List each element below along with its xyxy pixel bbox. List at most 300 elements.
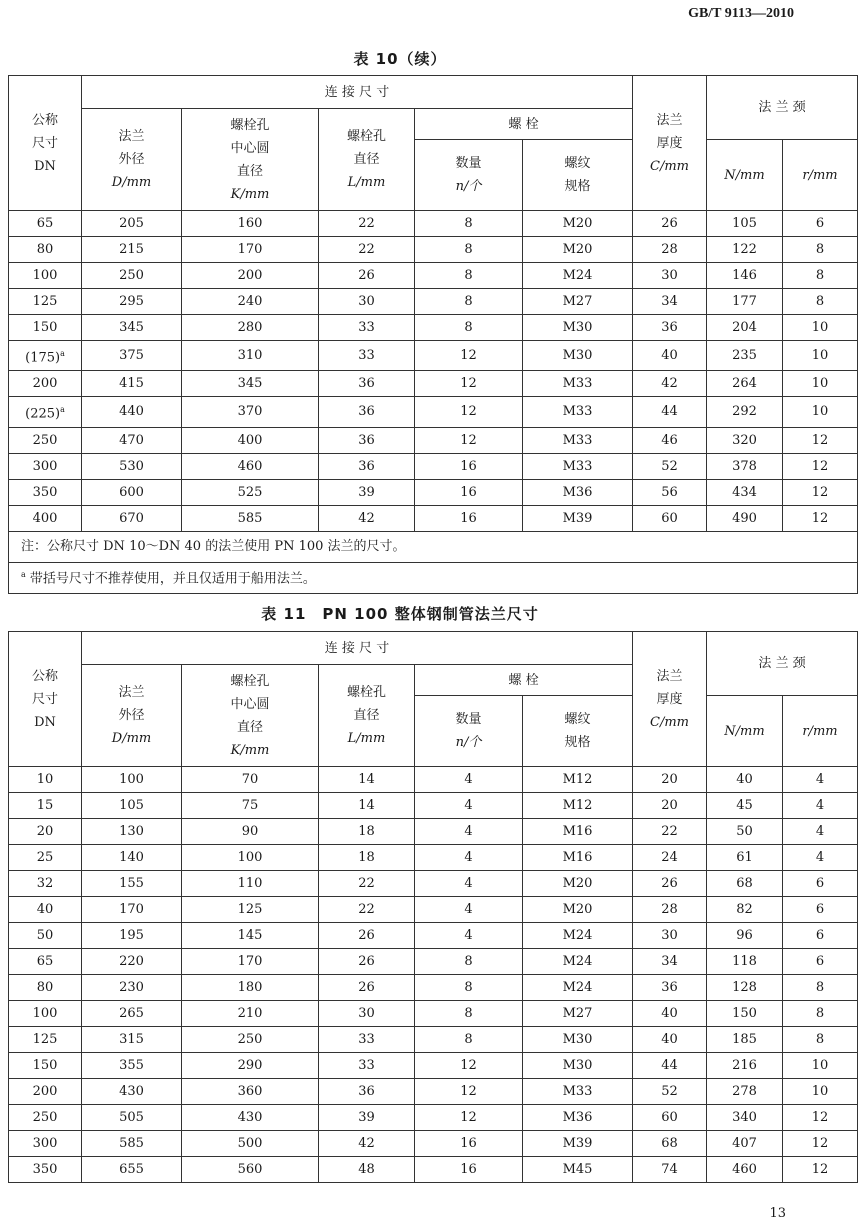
cell-bolt-hole: 36 — [319, 371, 415, 397]
table-row — [9, 1105, 858, 1131]
cell-bolt-hole: 26 — [319, 923, 415, 949]
cell-bolt-count: 16 — [415, 479, 523, 505]
cell-neck-r: 8 — [783, 1001, 858, 1027]
cell-thickness: 60 — [633, 1105, 707, 1131]
cell-dn — [9, 289, 82, 315]
cell-bolt-count: 12 — [415, 1079, 523, 1105]
table-row — [9, 1131, 858, 1157]
cell-neck-r: 6 — [783, 211, 858, 237]
cell-bolt-count: 12 — [415, 397, 523, 427]
cell-neck-N: 434 — [707, 479, 783, 505]
cell-bolt-count: 4 — [415, 897, 523, 923]
cell-neck-r: 4 — [783, 767, 858, 793]
cell-thickness: 36 — [633, 315, 707, 341]
cell-thread-spec: M39 — [523, 1131, 633, 1157]
cell-bolt-circle: 160 — [182, 211, 319, 237]
cell-neck-N: 146 — [707, 263, 783, 289]
cell-bolt-circle: 400 — [182, 427, 319, 453]
cell-bolt-circle: 460 — [182, 453, 319, 479]
header-bolt-circle: 螺栓孔 中心圆 直径 K/mm — [182, 665, 319, 767]
cell-dn — [9, 341, 82, 371]
cell-neck-N: 122 — [707, 237, 783, 263]
cell-outer-diameter: 100 — [82, 767, 182, 793]
cell-thread-spec: M39 — [523, 505, 633, 531]
table11-caption: 表 11 PN 100 整体钢制管法兰尺寸 — [261, 605, 539, 623]
cell-thread-spec: M45 — [523, 1157, 633, 1183]
cell-bolt-count: 8 — [415, 1001, 523, 1027]
cell-bolt-count: 12 — [415, 1053, 523, 1079]
header-bolt-count: 数量 n/个 — [415, 140, 523, 211]
cell-thickness: 56 — [633, 479, 707, 505]
cell-neck-N: 264 — [707, 371, 783, 397]
cell-neck-N: 128 — [707, 975, 783, 1001]
cell-bolt-count: 4 — [415, 871, 523, 897]
header-thread-spec: 螺纹 规格 — [523, 696, 633, 767]
cell-neck-r: 4 — [783, 819, 858, 845]
standard-number: GB/T 9113—2010 — [688, 6, 794, 21]
cell-thread-spec: M33 — [523, 1079, 633, 1105]
dn-value: 125 — [32, 294, 58, 309]
cell-bolt-count: 4 — [415, 923, 523, 949]
cell-thickness: 44 — [633, 397, 707, 427]
cell-neck-r: 6 — [783, 897, 858, 923]
cell-bolt-count: 12 — [415, 1105, 523, 1131]
cell-neck-r: 8 — [783, 263, 858, 289]
cell-bolt-hole: 33 — [319, 1053, 415, 1079]
cell-dn — [9, 263, 82, 289]
cell-bolt-circle: 250 — [182, 1027, 319, 1053]
cell-thickness: 52 — [633, 453, 707, 479]
table10-caption: 表 10（续） — [353, 50, 447, 68]
cell-thread-spec: M24 — [523, 923, 633, 949]
table-row — [9, 211, 858, 237]
cell-bolt-count: 16 — [415, 505, 523, 531]
header-neck: 法 兰 颈 — [707, 76, 858, 140]
table-row — [9, 845, 858, 871]
cell-thread-spec: M20 — [523, 871, 633, 897]
table-row — [9, 793, 858, 819]
cell-neck-N: 235 — [707, 341, 783, 371]
cell-neck-N: 118 — [707, 949, 783, 975]
table-row — [9, 1053, 858, 1079]
header-flange-thickness: 法兰 厚度 C/mm — [633, 632, 707, 767]
cell-dn — [9, 767, 82, 793]
cell-bolt-circle: 430 — [182, 1105, 319, 1131]
cell-neck-r: 8 — [783, 1027, 858, 1053]
cell-bolt-hole: 33 — [319, 315, 415, 341]
cell-thread-spec: M16 — [523, 845, 633, 871]
cell-bolt-hole: 48 — [319, 1157, 415, 1183]
cell-neck-N: 278 — [707, 1079, 783, 1105]
cell-neck-N: 61 — [707, 845, 783, 871]
header-bolt-hole: 螺栓孔 直径 L/mm — [319, 665, 415, 767]
cell-thickness: 36 — [633, 975, 707, 1001]
cell-outer-diameter: 230 — [82, 975, 182, 1001]
cell-bolt-hole: 22 — [319, 237, 415, 263]
cell-thickness: 42 — [633, 371, 707, 397]
cell-neck-r: 10 — [783, 1053, 858, 1079]
cell-outer-diameter: 250 — [82, 263, 182, 289]
cell-neck-N: 378 — [707, 453, 783, 479]
cell-dn — [9, 237, 82, 263]
header-bolt-hole: 螺栓孔 直径 L/mm — [319, 109, 415, 211]
cell-dn — [9, 949, 82, 975]
cell-neck-r: 6 — [783, 949, 858, 975]
cell-outer-diameter: 215 — [82, 237, 182, 263]
cell-bolt-hole: 26 — [319, 949, 415, 975]
cell-bolt-circle: 585 — [182, 505, 319, 531]
cell-dn — [9, 871, 82, 897]
header-dn: 公称 尺寸 DN — [9, 76, 82, 211]
dn-value: 20 — [36, 824, 54, 839]
cell-outer-diameter: 585 — [82, 1131, 182, 1157]
header-bolt-circle: 螺栓孔 中心圆 直径 K/mm — [182, 109, 319, 211]
cell-dn — [9, 923, 82, 949]
dn-value: 32 — [36, 876, 54, 891]
cell-bolt-hole: 42 — [319, 505, 415, 531]
dn-value: 25 — [36, 850, 54, 865]
dn-value: 125 — [32, 1032, 58, 1047]
dn-value: (175) — [25, 350, 61, 366]
cell-dn — [9, 453, 82, 479]
cell-neck-N: 40 — [707, 767, 783, 793]
cell-dn — [9, 211, 82, 237]
cell-outer-diameter: 105 — [82, 793, 182, 819]
cell-neck-r: 12 — [783, 453, 858, 479]
table10 — [8, 75, 858, 594]
cell-bolt-count: 4 — [415, 767, 523, 793]
cell-thread-spec: M27 — [523, 1001, 633, 1027]
cell-bolt-count: 8 — [415, 975, 523, 1001]
cell-bolt-circle: 200 — [182, 263, 319, 289]
cell-thickness: 60 — [633, 505, 707, 531]
cell-bolt-hole: 22 — [319, 211, 415, 237]
cell-neck-r: 4 — [783, 845, 858, 871]
dn-value: 150 — [32, 1058, 58, 1073]
cell-neck-N: 105 — [707, 211, 783, 237]
cell-outer-diameter: 170 — [82, 897, 182, 923]
dn-value: 300 — [32, 1136, 58, 1151]
cell-bolt-circle: 345 — [182, 371, 319, 397]
cell-neck-N: 45 — [707, 793, 783, 819]
cell-bolt-hole: 30 — [319, 289, 415, 315]
cell-neck-N: 185 — [707, 1027, 783, 1053]
footnote-mark: a — [21, 570, 26, 580]
cell-neck-r: 12 — [783, 427, 858, 453]
cell-outer-diameter: 600 — [82, 479, 182, 505]
header-neck: 法 兰 颈 — [707, 632, 858, 696]
cell-bolt-count: 8 — [415, 289, 523, 315]
cell-neck-r: 8 — [783, 237, 858, 263]
dn-value: 10 — [36, 772, 54, 787]
cell-bolt-hole: 33 — [319, 341, 415, 371]
cell-thread-spec: M33 — [523, 427, 633, 453]
cell-thickness: 40 — [633, 1001, 707, 1027]
cell-thickness: 52 — [633, 1079, 707, 1105]
table-row — [9, 263, 858, 289]
cell-neck-r: 4 — [783, 793, 858, 819]
cell-thread-spec: M12 — [523, 767, 633, 793]
cell-outer-diameter: 430 — [82, 1079, 182, 1105]
cell-neck-r: 10 — [783, 341, 858, 371]
cell-dn — [9, 427, 82, 453]
header-thread-spec: 螺纹 规格 — [523, 140, 633, 211]
cell-bolt-hole: 36 — [319, 427, 415, 453]
cell-dn — [9, 371, 82, 397]
cell-outer-diameter: 505 — [82, 1105, 182, 1131]
cell-thread-spec: M24 — [523, 949, 633, 975]
cell-thickness: 34 — [633, 949, 707, 975]
cell-neck-N: 204 — [707, 315, 783, 341]
cell-bolt-circle: 500 — [182, 1131, 319, 1157]
header-neck-r: r/mm — [783, 696, 858, 767]
table-row — [9, 871, 858, 897]
cell-bolt-count: 16 — [415, 453, 523, 479]
dn-value: 15 — [36, 798, 54, 813]
cell-thickness: 20 — [633, 767, 707, 793]
cell-neck-N: 50 — [707, 819, 783, 845]
cell-bolt-hole: 26 — [319, 975, 415, 1001]
cell-bolt-count: 8 — [415, 1027, 523, 1053]
cell-bolt-count: 12 — [415, 371, 523, 397]
cell-outer-diameter: 140 — [82, 845, 182, 871]
cell-bolt-hole: 14 — [319, 793, 415, 819]
table10-note: 注：公称尺寸 DN 10～DN 40 的法兰使用 PN 100 法兰的尺寸。 — [9, 531, 858, 562]
cell-bolt-hole: 33 — [319, 1027, 415, 1053]
cell-neck-N: 340 — [707, 1105, 783, 1131]
cell-thread-spec: M20 — [523, 237, 633, 263]
cell-bolt-circle: 75 — [182, 793, 319, 819]
cell-thread-spec: M30 — [523, 315, 633, 341]
cell-bolt-circle: 240 — [182, 289, 319, 315]
cell-bolt-hole: 36 — [319, 453, 415, 479]
cell-outer-diameter: 440 — [82, 397, 182, 427]
cell-bolt-hole: 39 — [319, 479, 415, 505]
cell-thickness: 20 — [633, 793, 707, 819]
cell-bolt-count: 4 — [415, 845, 523, 871]
cell-thickness: 68 — [633, 1131, 707, 1157]
cell-thickness: 22 — [633, 819, 707, 845]
cell-dn — [9, 315, 82, 341]
cell-bolt-circle: 360 — [182, 1079, 319, 1105]
cell-bolt-circle: 525 — [182, 479, 319, 505]
cell-thickness: 46 — [633, 427, 707, 453]
cell-dn — [9, 397, 82, 427]
cell-bolt-hole: 26 — [319, 263, 415, 289]
table-row — [9, 341, 858, 371]
table-row — [9, 949, 858, 975]
cell-dn — [9, 1001, 82, 1027]
cell-thickness: 26 — [633, 871, 707, 897]
dn-value: 350 — [32, 1162, 58, 1177]
header-outer-diameter: 法兰 外径 D/mm — [82, 665, 182, 767]
cell-bolt-hole: 22 — [319, 871, 415, 897]
header-connection: 连 接 尺 寸 — [82, 632, 633, 665]
table-row — [9, 479, 858, 505]
header-dn: 公称 尺寸 DN — [9, 632, 82, 767]
dn-value: 250 — [32, 432, 58, 448]
cell-dn — [9, 1027, 82, 1053]
cell-outer-diameter: 530 — [82, 453, 182, 479]
cell-neck-N: 292 — [707, 397, 783, 427]
cell-outer-diameter: 470 — [82, 427, 182, 453]
cell-bolt-hole: 39 — [319, 1105, 415, 1131]
cell-bolt-circle: 310 — [182, 341, 319, 371]
cell-bolt-circle: 145 — [182, 923, 319, 949]
cell-outer-diameter: 670 — [82, 505, 182, 531]
cell-bolt-hole: 14 — [319, 767, 415, 793]
cell-thickness: 26 — [633, 211, 707, 237]
cell-outer-diameter: 355 — [82, 1053, 182, 1079]
cell-thickness: 28 — [633, 897, 707, 923]
dn-value: 300 — [32, 458, 58, 474]
dn-value: 65 — [36, 216, 54, 231]
cell-bolt-hole: 42 — [319, 1131, 415, 1157]
cell-neck-r: 12 — [783, 479, 858, 505]
footnote-text: 带括号尺寸不推荐使用，并且仅适用于船用法兰。 — [29, 571, 316, 587]
cell-thread-spec: M30 — [523, 341, 633, 371]
table-row — [9, 1001, 858, 1027]
dn-value: 400 — [32, 510, 58, 526]
cell-bolt-circle: 170 — [182, 949, 319, 975]
dn-value: 100 — [32, 1006, 58, 1021]
cell-bolt-count: 16 — [415, 1157, 523, 1183]
cell-bolt-circle: 170 — [182, 237, 319, 263]
table-row — [9, 315, 858, 341]
cell-thread-spec: M24 — [523, 975, 633, 1001]
table-row — [9, 897, 858, 923]
header-bolt: 螺 栓 — [415, 109, 633, 140]
cell-bolt-count: 4 — [415, 793, 523, 819]
cell-neck-r: 6 — [783, 871, 858, 897]
cell-neck-r: 8 — [783, 975, 858, 1001]
cell-outer-diameter: 655 — [82, 1157, 182, 1183]
table10-footnote — [9, 562, 858, 593]
cell-bolt-circle: 210 — [182, 1001, 319, 1027]
table-row — [9, 397, 858, 427]
cell-bolt-count: 4 — [415, 819, 523, 845]
cell-bolt-count: 12 — [415, 341, 523, 371]
dn-value: 80 — [36, 242, 54, 257]
table-row — [9, 819, 858, 845]
cell-thickness: 34 — [633, 289, 707, 315]
cell-neck-r: 10 — [783, 397, 858, 427]
cell-thread-spec: M20 — [523, 897, 633, 923]
cell-outer-diameter: 155 — [82, 871, 182, 897]
cell-dn — [9, 975, 82, 1001]
cell-neck-r: 12 — [783, 1131, 858, 1157]
table-row — [9, 1027, 858, 1053]
cell-neck-N: 82 — [707, 897, 783, 923]
cell-thickness: 30 — [633, 923, 707, 949]
cell-neck-r: 12 — [783, 1105, 858, 1131]
cell-neck-N: 216 — [707, 1053, 783, 1079]
dn-value: 350 — [32, 484, 58, 500]
cell-thread-spec: M33 — [523, 453, 633, 479]
cell-thickness: 44 — [633, 1053, 707, 1079]
dn-value: 200 — [32, 1084, 58, 1099]
cell-bolt-circle: 280 — [182, 315, 319, 341]
cell-bolt-count: 8 — [415, 237, 523, 263]
cell-neck-N: 490 — [707, 505, 783, 531]
header-neck-N: N/mm — [707, 140, 783, 211]
dn-value: 40 — [36, 902, 54, 917]
cell-thickness: 28 — [633, 237, 707, 263]
table11 — [8, 631, 858, 1183]
table-row — [9, 767, 858, 793]
header-bolt-count: 数量 n/个 — [415, 696, 523, 767]
dn-value: 250 — [32, 1110, 58, 1125]
cell-neck-N: 96 — [707, 923, 783, 949]
cell-thread-spec: M33 — [523, 397, 633, 427]
cell-neck-r: 6 — [783, 923, 858, 949]
cell-neck-r: 12 — [783, 505, 858, 531]
table-row — [9, 923, 858, 949]
cell-neck-r: 10 — [783, 315, 858, 341]
cell-dn — [9, 819, 82, 845]
table-row — [9, 289, 858, 315]
table-row — [9, 505, 858, 531]
dn-value: 65 — [36, 954, 54, 969]
cell-dn — [9, 793, 82, 819]
table-row — [9, 1157, 858, 1183]
cell-dn — [9, 1053, 82, 1079]
table-row — [9, 371, 858, 397]
cell-neck-r: 8 — [783, 289, 858, 315]
header-outer-diameter: 法兰 外径 D/mm — [82, 109, 182, 211]
cell-bolt-circle: 290 — [182, 1053, 319, 1079]
cell-thread-spec: M30 — [523, 1053, 633, 1079]
header-neck-r: r/mm — [783, 140, 858, 211]
cell-outer-diameter: 130 — [82, 819, 182, 845]
cell-bolt-hole: 18 — [319, 819, 415, 845]
dn-value: 80 — [36, 980, 54, 995]
cell-neck-r: 10 — [783, 1079, 858, 1105]
cell-outer-diameter: 315 — [82, 1027, 182, 1053]
cell-neck-r: 12 — [783, 1157, 858, 1183]
cell-bolt-circle: 370 — [182, 397, 319, 427]
cell-thread-spec: M20 — [523, 211, 633, 237]
cell-outer-diameter: 195 — [82, 923, 182, 949]
cell-thread-spec: M27 — [523, 289, 633, 315]
cell-thickness: 24 — [633, 845, 707, 871]
cell-outer-diameter: 205 — [82, 211, 182, 237]
cell-outer-diameter: 265 — [82, 1001, 182, 1027]
cell-thread-spec: M36 — [523, 479, 633, 505]
cell-thickness: 40 — [633, 1027, 707, 1053]
cell-thread-spec: M16 — [523, 819, 633, 845]
cell-bolt-circle: 125 — [182, 897, 319, 923]
cell-bolt-hole: 22 — [319, 897, 415, 923]
dn-value: (225) — [25, 406, 61, 422]
cell-outer-diameter: 220 — [82, 949, 182, 975]
cell-bolt-hole: 36 — [319, 397, 415, 427]
dn-value: 100 — [32, 268, 58, 283]
cell-thread-spec: M24 — [523, 263, 633, 289]
cell-bolt-count: 8 — [415, 949, 523, 975]
header-flange-thickness: 法兰 厚度 C/mm — [633, 76, 707, 211]
cell-bolt-circle: 180 — [182, 975, 319, 1001]
cell-thread-spec: M12 — [523, 793, 633, 819]
cell-dn — [9, 479, 82, 505]
table-row — [9, 1079, 858, 1105]
cell-bolt-count: 12 — [415, 427, 523, 453]
cell-neck-N: 150 — [707, 1001, 783, 1027]
cell-bolt-count: 8 — [415, 211, 523, 237]
dn-value: 200 — [32, 376, 58, 392]
cell-outer-diameter: 295 — [82, 289, 182, 315]
table-row — [9, 237, 858, 263]
